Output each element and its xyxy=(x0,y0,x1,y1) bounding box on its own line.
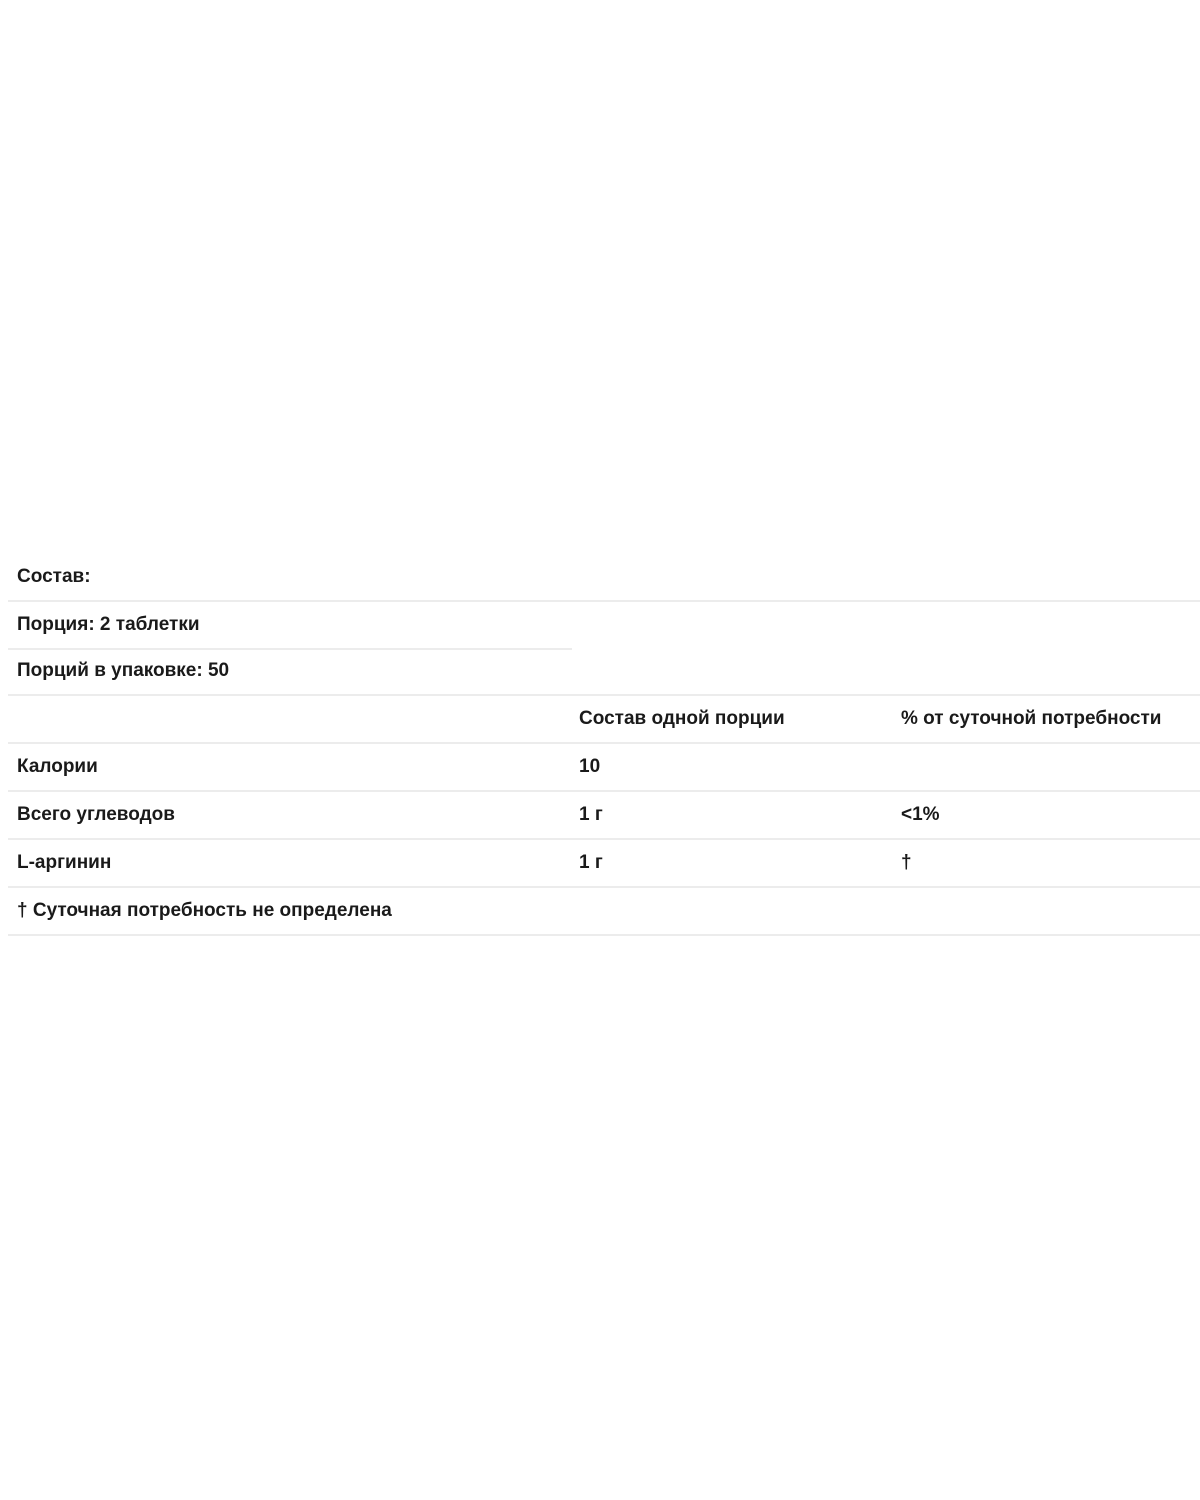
facts-title: Состав: xyxy=(17,566,91,587)
nutrient-name: L-аргинин xyxy=(17,852,112,873)
column-header-amount: Состав одной порции xyxy=(579,708,785,729)
serving-size: Порция: 2 таблетки xyxy=(17,614,200,635)
nutrient-daily-value: <1% xyxy=(901,804,940,825)
footnote: † Суточная потребность не определена xyxy=(17,900,392,921)
column-header-row xyxy=(8,696,1200,744)
nutrient-amount: 1 г xyxy=(579,852,603,873)
column-header-daily-value: % от суточной потребности xyxy=(901,708,1162,729)
facts-title-row xyxy=(8,554,1200,602)
footnote-row xyxy=(8,888,1200,936)
table-row xyxy=(8,792,1200,840)
supplement-facts-table xyxy=(8,554,1200,936)
nutrient-name: Всего углеводов xyxy=(17,804,175,825)
nutrient-name: Калории xyxy=(17,756,98,777)
table-row xyxy=(8,744,1200,792)
servings-per-container: Порций в упаковке: 50 xyxy=(17,660,230,681)
servings-per-container-row xyxy=(8,648,1200,696)
serving-size-row xyxy=(8,602,1200,648)
nutrient-daily-value: † xyxy=(901,852,912,873)
table-row xyxy=(8,840,1200,888)
nutrient-amount: 10 xyxy=(579,756,601,777)
nutrient-amount: 1 г xyxy=(579,804,603,825)
